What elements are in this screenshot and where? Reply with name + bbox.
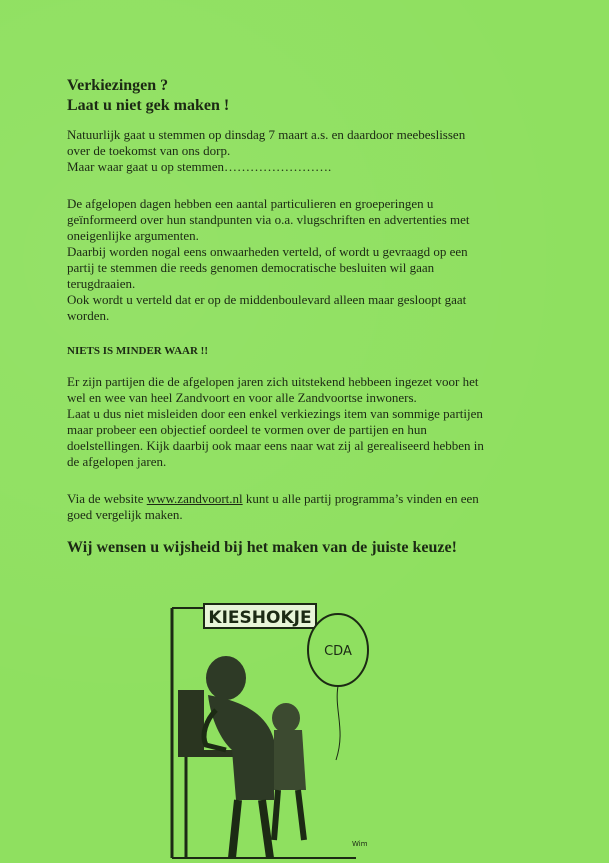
paragraph-intro	[67, 127, 547, 175]
child-body	[274, 730, 306, 790]
title-line-2: Laat u niet gek maken !	[67, 97, 230, 114]
text-line: Maar waar gaat u op stemmen…………………….	[67, 159, 332, 174]
text-line: wel en wee van heel Zandvoort en voor alle Zandvoortse inwoners.	[67, 390, 417, 405]
voting-desk	[178, 690, 204, 750]
text-line	[67, 491, 547, 507]
text-line: Natuurlijk gaat u stemmen op dinsdag 7 maart a.s. en daardoor meebeslissen	[67, 127, 466, 142]
balloon-text: CDA	[324, 644, 352, 659]
text-line: geïnformeerd over hun standpunten via o.a. vlugschriften en advertenties met	[67, 212, 470, 227]
text-fragment: kunt u alle partij programma’s vinden en een	[242, 491, 479, 506]
closing-statement: Wij wensen u wijsheid bij het maken van de juiste keuze!	[67, 539, 457, 556]
text-line: maar probeer een objectief oordeel te vormen over de partijen en hun	[67, 422, 427, 437]
balloon-string	[336, 686, 340, 760]
paragraph-parties	[67, 374, 547, 470]
voting-booth-cartoon	[166, 600, 380, 860]
text-line: Daarbij worden nogal eens onwaarheden verteld, of wordt u gevraagd op een	[67, 244, 468, 259]
text-line: over de toekomst van ons dorp.	[67, 143, 231, 158]
child-head	[272, 703, 300, 733]
text-line: de afgelopen jaren.	[67, 454, 167, 469]
text-line: goed vergelijk maken.	[67, 507, 183, 522]
website-link[interactable]: www.zandvoort.nl	[146, 491, 243, 506]
text-line: De afgelopen dagen hebben een aantal particulieren en groeperingen u	[67, 196, 434, 211]
paragraph-campaign	[67, 196, 547, 324]
text-line: oneigenlijke argumenten.	[67, 228, 199, 243]
title-line-1: Verkiezingen ?	[67, 77, 169, 94]
text-line: partij te stemmen die reeds genomen democratische besluiten wil gaan	[67, 260, 435, 275]
text-line: terugdraaien.	[67, 276, 136, 291]
artist-signature: Wim	[352, 840, 368, 848]
paragraph-website	[67, 491, 547, 523]
caps-statement: NIETS IS MINDER WAAR !!	[67, 345, 208, 357]
text-line: Ook wordt u verteld dat er op de middenboulevard alleen maar gesloopt gaat	[67, 292, 467, 307]
text-line: worden.	[67, 308, 110, 323]
text-line: doelstellingen. Kijk daarbij ook maar eens naar wat zij al gerealiseerd hebben in	[67, 438, 484, 453]
text-line: Er zijn partijen die de afgelopen jaren zich uitstekend hebbeen ingezet voor het	[67, 374, 479, 389]
voter-head	[206, 656, 246, 700]
text-line: Laat u dus niet misleiden door een enkel verkiezings item van sommige partijen	[67, 406, 483, 421]
voter-legs	[232, 800, 270, 858]
text-fragment: Via de website	[67, 491, 147, 506]
booth-sign-text: KIESHOKJE	[208, 608, 312, 628]
child-legs	[274, 790, 304, 840]
